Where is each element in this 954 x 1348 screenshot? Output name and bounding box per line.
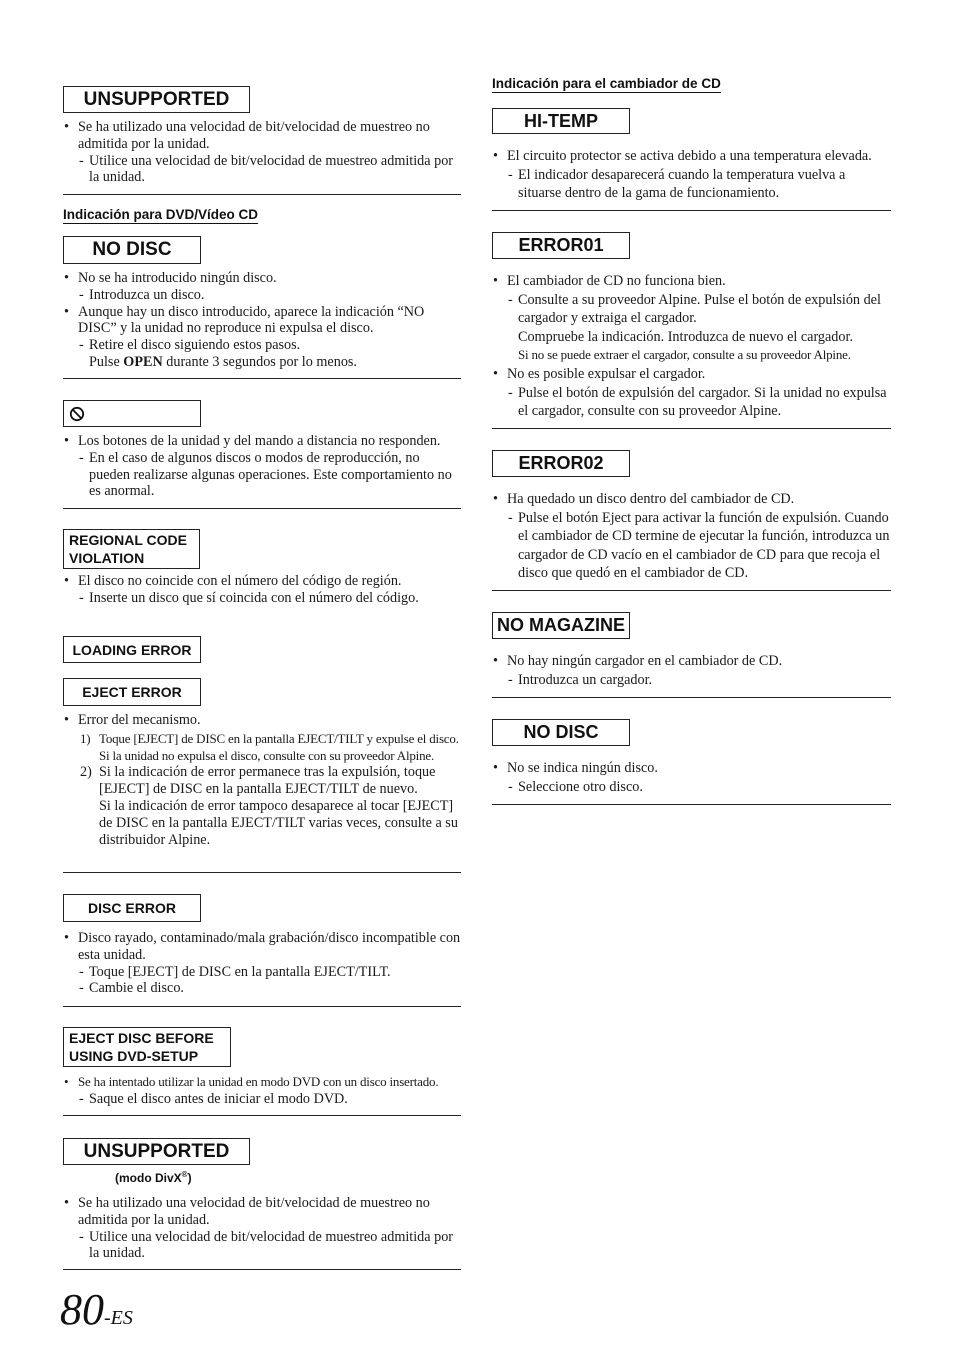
no-disc-description: [63, 270, 461, 371]
regional-code-indicator: [63, 529, 200, 569]
section-divider: [63, 194, 461, 195]
section-divider: [63, 872, 461, 873]
bullet-item: • Disco rayado, contaminado/mala grabación/disco incompatible con esta unidad.: [63, 930, 461, 964]
error02-description: [492, 490, 891, 583]
section-divider: [492, 804, 891, 805]
continuation-item: Pulse OPEN durante 3 segundos por lo menos.: [89, 353, 357, 370]
section-divider: [492, 210, 891, 211]
dash-item: - Retire el disco siguiendo estos pasos.: [63, 337, 461, 354]
error01-indicator: ERROR01: [492, 232, 630, 259]
dash-item: - Introduzca un disco.: [63, 287, 461, 304]
bullet-item: • El cambiador de CD no funciona bien.: [492, 272, 891, 291]
unsupported-indicator: UNSUPPORTED: [63, 86, 250, 113]
no-disc-cd-indicator: NO DISC: [492, 719, 630, 746]
dvd-section-header: Indicación para DVD/Vídeo CD: [63, 207, 259, 222]
bullet-item: • Se ha utilizado una velocidad de bit/velocidad de muestreo no admitida por la unidad.: [63, 1195, 461, 1229]
dash-item: - Utilice una velocidad de bit/velocidad de muestreo admitida por la unidad.: [63, 1229, 461, 1263]
dash-item: - Cambie el disco.: [63, 980, 461, 997]
continuation-item: Si no se puede extraer el cargador, consulte a su proveedor Alpine.: [518, 347, 851, 363]
no-disc-cd-description: [492, 759, 891, 796]
divx-mode-note: (modo DivX®): [115, 1170, 192, 1185]
bullet-item: • No es posible expulsar el cargador.: [492, 365, 891, 384]
bullet-item: • El disco no coincide con el número del código de región.: [63, 573, 461, 590]
dash-item: - Saque el disco antes de iniciar el modo DVD.: [63, 1091, 461, 1108]
eject-before-description: [63, 1074, 461, 1108]
cd-section-header: Indicación para el cambiador de CD: [492, 76, 721, 91]
section-divider: [63, 378, 461, 379]
bullet-item: • El circuito protector se activa debido a una temperatura elevada.: [492, 147, 891, 166]
bullet-item: • No se ha introducido ningún disco.: [63, 270, 461, 287]
section-divider: [492, 590, 891, 591]
dash-item: - Inserte un disco que sí coincida con el número del código.: [63, 590, 461, 607]
loading-error-indicator: LOADING ERROR: [63, 636, 201, 663]
regional-line-1: REGIONAL CODE: [69, 532, 187, 548]
section-divider: [492, 428, 891, 429]
language-suffix: -ES: [104, 1307, 133, 1329]
section-divider: [63, 1006, 461, 1007]
open-key-label: OPEN: [123, 353, 163, 370]
unsupported-description: [63, 119, 461, 186]
prohibited-icon: [69, 406, 85, 422]
continuation-item: Compruebe la indicación. Introduzca de nuevo el cargador.: [518, 328, 853, 345]
bullet-item: • Se ha intentado utilizar la unidad en modo DVD con un disco insertado.: [63, 1074, 461, 1091]
section-divider: [63, 508, 461, 509]
prohibited-indicator: [63, 400, 201, 427]
error01-description: [492, 272, 891, 421]
unsupported-divx-description: [63, 1195, 461, 1262]
bullet-item: • Ha quedado un disco dentro del cambiador de CD.: [492, 490, 891, 509]
disc-error-indicator: DISC ERROR: [63, 894, 201, 922]
bullet-item: • Se ha utilizado una velocidad de bit/velocidad de muestreo no admitida por la unidad.: [63, 119, 461, 153]
numbered-continuation: Si la unidad no expulsa el disco, consulte con su proveedor Alpine.: [99, 747, 435, 763]
dash-item: - El indicador desaparecerá cuando la temperatura vuelva a situarse dentro de la gama de funcionamiento.: [492, 166, 891, 203]
section-divider: [63, 1115, 461, 1116]
dash-item: - Pulse el botón de expulsión del cargador. Si la unidad no expulsa el cargador, consulte con su proveedor Alpine.: [492, 384, 891, 421]
dash-item: - Pulse el botón Eject para activar la función de expulsión. Cuando el cambiador de CD termine de ejecutar la función, introduzca un cargador de CD vacío en el cambiador de CD para que recoja el disco que quedó en el cambiador de CD.: [492, 509, 891, 583]
bullet-item: • Error del mecanismo.: [63, 712, 461, 729]
prohibited-description: [63, 433, 461, 500]
dash-item: - Consulte a su proveedor Alpine. Pulse el botón de expulsión del cargador y extraiga el cargador.: [492, 291, 891, 328]
section-divider: [63, 1269, 461, 1270]
no-disc-indicator: NO DISC: [63, 236, 201, 264]
eject-disc-before-indicator: [63, 1027, 231, 1067]
numbered-continuation: Si la indicación de error tampoco desaparece al tocar [EJECT] de DISC en la pantalla EJECT/TILT varias veces, consulte a su distribuidor Alpine.: [99, 797, 458, 848]
bullet-item: • Los botones de la unidad y del mando a distancia no responden.: [63, 433, 461, 450]
no-magazine-description: [492, 652, 891, 689]
error02-indicator: ERROR02: [492, 450, 630, 477]
dash-item: - Seleccione otro disco.: [492, 778, 891, 797]
bullet-item: • No se indica ningún disco.: [492, 759, 891, 778]
page-number-digits: 80: [60, 1285, 104, 1334]
page-number: [60, 1286, 133, 1334]
eject-before-line-2: USING DVD-SETUP: [69, 1048, 199, 1064]
eject-before-line-1: EJECT DISC BEFORE: [69, 1030, 214, 1046]
hi-temp-indicator: HI-TEMP: [492, 108, 630, 134]
bullet-item: • Aunque hay un disco introducido, aparece la indicación “NO DISC” y la unidad no reproduce ni expulsa el disco.: [63, 304, 461, 338]
dash-item: - En el caso de algunos discos o modos de reproducción, no pueden realizarse algunas operaciones. Este comportamiento no es anormal.: [63, 450, 461, 500]
unsupported-divx-indicator: UNSUPPORTED: [63, 1138, 250, 1165]
numbered-item: 2) Si la indicación de error permanece tras la expulsión, toque [EJECT] de DISC en la pantalla EJECT/TILT de nuevo.: [80, 764, 436, 798]
dash-item: - Toque [EJECT] de DISC en la pantalla EJECT/TILT.: [63, 964, 461, 981]
disc-error-description: [63, 930, 461, 997]
hi-temp-description: [492, 147, 891, 203]
regional-description: [63, 573, 461, 607]
numbered-item: 1) Toque [EJECT] de DISC en la pantalla EJECT/TILT y expulse el disco.: [80, 730, 459, 746]
bullet-item: • No hay ningún cargador en el cambiador de CD.: [492, 652, 891, 671]
section-divider: [492, 697, 891, 698]
dash-item: - Introduzca un cargador.: [492, 671, 891, 690]
eject-error-indicator: EJECT ERROR: [63, 678, 201, 706]
regional-line-2: VIOLATION: [69, 550, 145, 566]
no-magazine-indicator: NO MAGAZINE: [492, 612, 630, 639]
mechanism-error-description: [63, 712, 461, 848]
dash-item: - Utilice una velocidad de bit/velocidad de muestreo admitida por la unidad.: [63, 153, 461, 187]
